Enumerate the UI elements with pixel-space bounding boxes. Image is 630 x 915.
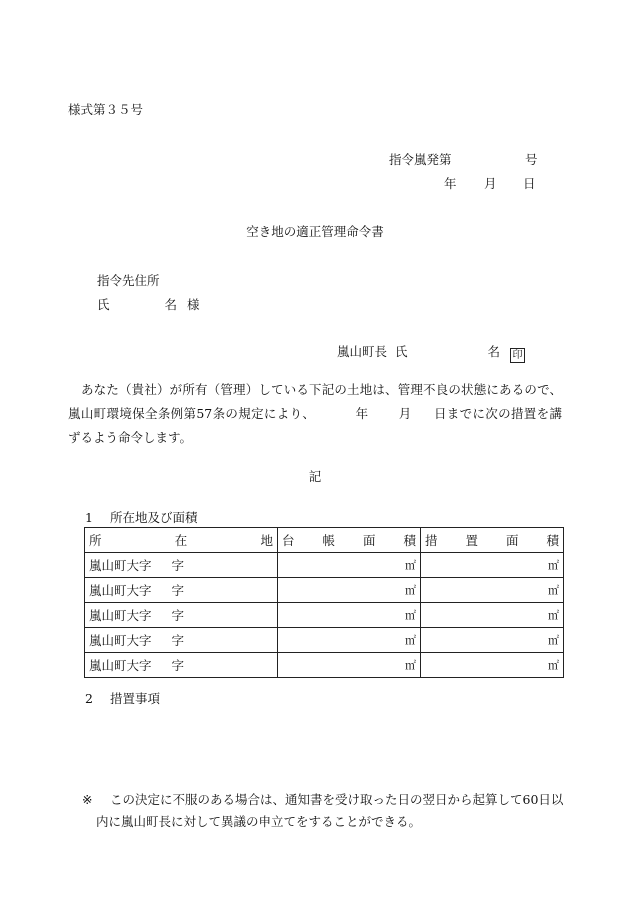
ledger-area-cell: ㎡: [278, 653, 421, 678]
ledger-area-cell: ㎡: [278, 578, 421, 603]
town-text: 嵐山町大字: [89, 558, 152, 573]
header-location: [85, 528, 278, 553]
land-table: [84, 527, 564, 678]
measure-area-cell: ㎡: [421, 603, 564, 628]
section-1-heading: [85, 508, 198, 526]
body-month: 月: [398, 406, 412, 421]
appeal-note: [82, 789, 572, 833]
header-char: 台: [282, 533, 295, 548]
table-row: [85, 603, 564, 628]
table-header-row: [85, 528, 564, 553]
header-char: 面: [505, 533, 519, 548]
header-char: 地: [260, 533, 273, 548]
aza-text: 字: [171, 658, 185, 673]
header-measure-area: [421, 528, 564, 553]
date-month-label: 月: [484, 176, 497, 191]
date-day-label: 日: [523, 176, 536, 191]
header-char: 面: [362, 533, 376, 548]
table-row: [85, 578, 564, 603]
header-char: 積: [403, 533, 416, 548]
table-row: [85, 653, 564, 678]
document-title: 空き地の適正管理命令書: [246, 224, 384, 239]
note-text: この決定に不服のある場合は、通知書を受け取った日の翌日から起算して60日以内に嵐山町長に対して異議の申立てをすることができる。: [96, 792, 564, 829]
seal-icon: 印: [510, 348, 525, 363]
issuer-name-2: 名: [487, 344, 501, 359]
location-cell: [85, 653, 278, 678]
town-text: 嵐山町大字: [89, 583, 152, 598]
body-part-1: あなた（貴社）が所有（管理）している下記の土地は、管理不良の状態にあるので、嵐山町環境保全条例第57条の規定により、: [68, 382, 562, 421]
measure-area-cell: ㎡: [421, 653, 564, 678]
form-number: 様式第３５号: [68, 102, 144, 117]
location-cell: [85, 603, 278, 628]
order-number-suffix: 号: [525, 152, 538, 167]
order-number-prefix: 指令嵐発第: [389, 152, 452, 167]
section-1-number: 1: [85, 510, 93, 525]
ledger-area-cell: ㎡: [278, 603, 421, 628]
header-char: 置: [465, 533, 478, 548]
section-1-label: 所在地及び面積: [110, 510, 198, 525]
addressee-name-2: 名: [164, 297, 178, 312]
header-ledger-area: [278, 528, 421, 553]
table-row: [85, 628, 564, 653]
ki-heading: 記: [308, 469, 322, 484]
date-year-label: 年: [444, 176, 457, 191]
measure-area-cell: ㎡: [421, 628, 564, 653]
header-char: 在: [174, 533, 188, 548]
aza-text: 字: [171, 558, 185, 573]
town-text: 嵐山町大字: [89, 658, 152, 673]
town-text: 嵐山町大字: [89, 608, 152, 623]
header-char: 積: [546, 533, 559, 548]
issuer-title: 嵐山町長: [337, 344, 388, 359]
table-row: [85, 553, 564, 578]
section-2-label: 措置事項: [110, 691, 161, 706]
header-char: 措: [425, 533, 438, 548]
issuer-line: [337, 342, 525, 363]
ledger-area-cell: ㎡: [278, 553, 421, 578]
location-cell: [85, 553, 278, 578]
header-char: 帳: [322, 533, 335, 548]
measure-area-cell: ㎡: [421, 553, 564, 578]
location-cell: [85, 628, 278, 653]
body-part-2: 日までに次の措置を講ずるよう命令します。: [68, 406, 562, 445]
addressee-honorific: 様: [187, 297, 200, 312]
ledger-area-cell: ㎡: [278, 628, 421, 653]
aza-text: 字: [171, 608, 185, 623]
measure-area-cell: ㎡: [421, 578, 564, 603]
body-year: 年: [355, 406, 369, 421]
aza-text: 字: [171, 633, 185, 648]
town-text: 嵐山町大字: [89, 633, 152, 648]
addressee-name-line: [97, 295, 200, 313]
section-2-number: 2: [85, 691, 93, 706]
addressee-name-1: 氏: [97, 297, 110, 312]
body-paragraph: [68, 378, 562, 450]
aza-text: 字: [171, 583, 185, 598]
section-2-heading: [85, 689, 160, 707]
location-cell: [85, 578, 278, 603]
issuer-name-1: 氏: [395, 344, 408, 359]
header-char: 所: [89, 533, 102, 548]
addressee-address-label: 指令先住所: [97, 273, 160, 288]
note-mark: ※: [82, 792, 93, 807]
